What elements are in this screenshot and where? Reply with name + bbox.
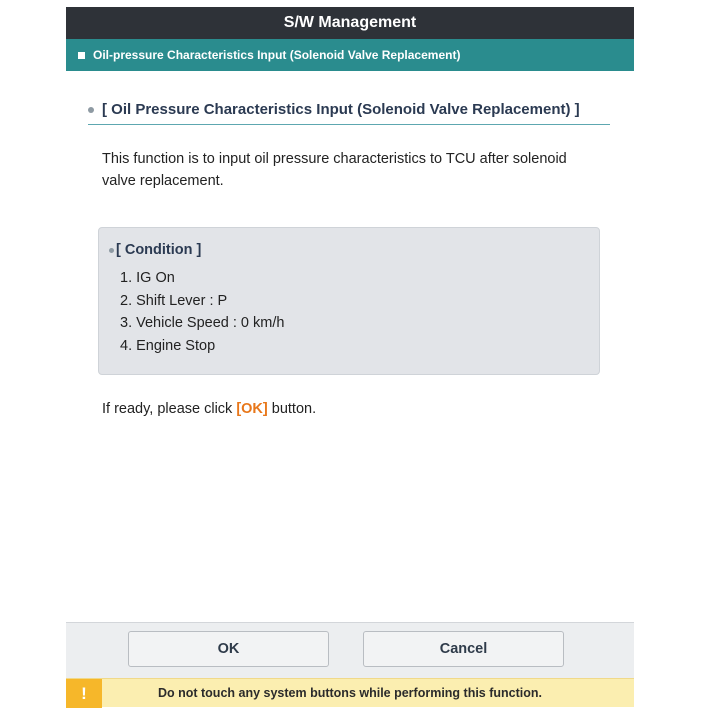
condition-box bbox=[98, 227, 600, 375]
condition-item: 4. Engine Stop bbox=[120, 337, 216, 354]
cancel-button[interactable]: Cancel bbox=[363, 631, 564, 667]
warning-text: Do not touch any system buttons while performing this function. bbox=[157, 686, 543, 700]
condition-item: 1. IG On bbox=[120, 270, 175, 286]
warning-icon: ! bbox=[66, 679, 102, 708]
function-subtitle: Oil-pressure Characteristics Input (Solenoid Valve Replacement) bbox=[93, 48, 461, 62]
section-heading-text: [ Oil Pressure Characteristics Input (Solenoid Valve Replacement) ] bbox=[102, 101, 580, 118]
window-title: S/W Management bbox=[66, 7, 634, 39]
section-heading bbox=[88, 101, 610, 125]
condition-item: 3. Vehicle Speed : 0 km/h bbox=[120, 315, 285, 331]
ok-button[interactable]: OK bbox=[128, 631, 329, 667]
sw-management-dialog bbox=[66, 7, 634, 707]
condition-title-text: [ Condition ] bbox=[116, 242, 202, 258]
warning-bar bbox=[66, 678, 634, 707]
ok-highlight: [OK] bbox=[236, 401, 268, 417]
condition-title bbox=[109, 242, 585, 258]
function-subtitle-bar bbox=[66, 39, 634, 71]
ready-prefix: If ready, please click bbox=[102, 401, 237, 417]
condition-item: 2. Shift Lever : P bbox=[120, 292, 228, 309]
square-bullet-icon bbox=[78, 52, 85, 59]
bullet-dot-icon bbox=[109, 248, 114, 253]
ready-instruction bbox=[102, 401, 316, 417]
bullet-dot-icon bbox=[88, 107, 94, 113]
ready-suffix: button. bbox=[267, 401, 317, 417]
function-description: This function is to input oil pressure characteristics to TCU after solenoid valve replacement. bbox=[102, 151, 567, 189]
button-footer bbox=[66, 622, 634, 678]
